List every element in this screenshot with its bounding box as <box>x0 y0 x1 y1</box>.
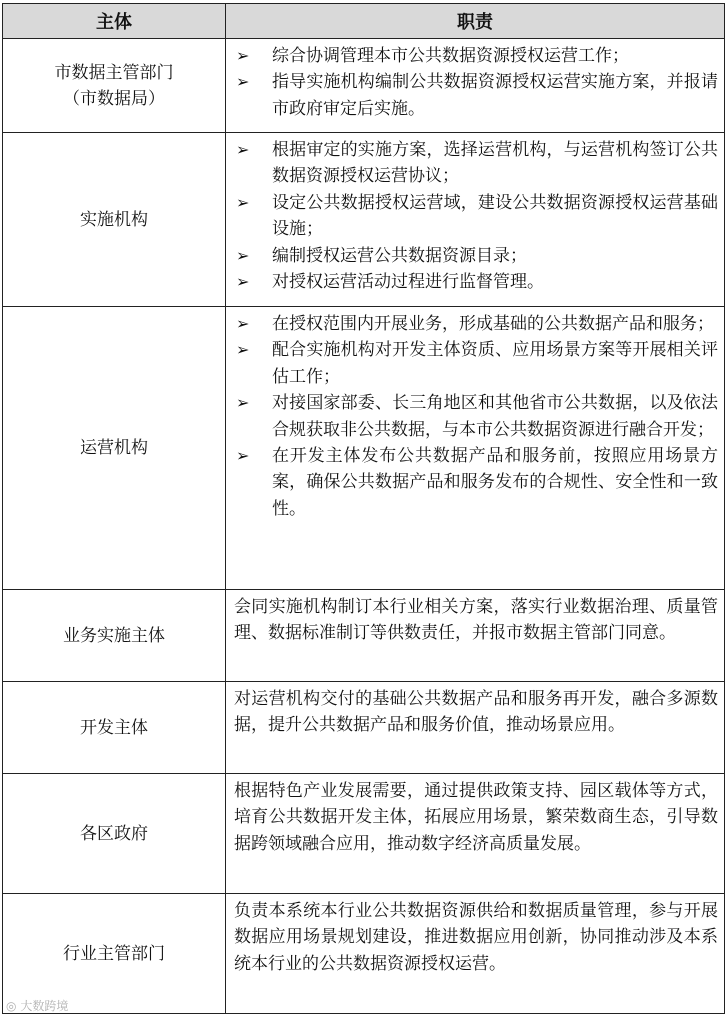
entity-name: 行业主管部门 <box>63 943 165 964</box>
watermark-text: 大数跨境 <box>20 999 69 1013</box>
entity-cell <box>3 894 226 1014</box>
header-duty: 职责 <box>226 4 725 39</box>
entity-cell <box>3 590 226 682</box>
arrow-bullet-icon: ➢ <box>236 393 250 413</box>
duty-cell <box>226 682 725 774</box>
duty-cell <box>226 133 725 307</box>
arrow-bullet-icon: ➢ <box>236 192 250 212</box>
table-row <box>3 774 725 894</box>
duty-cell <box>226 894 725 1014</box>
duty-text: 根据特色产业发展需要，通过提供政策支持、园区载体等方式，培育公共数据开发主体，拓展应用场景，繁荣数商生态，引导数据跨领域融合应用，推动数字经济高质量发展。 <box>234 781 718 854</box>
arrow-bullet-icon: ➢ <box>236 46 250 65</box>
arrow-bullet-icon: ➢ <box>236 314 250 333</box>
table-row <box>3 307 725 590</box>
entity-name: 运营机构 <box>80 438 148 458</box>
entity-name: 实施机构 <box>80 209 148 230</box>
duty-text: 负责本系统本行业公共数据资源供给和数据质量管理，参与开展数据应用场景规划建设，推进数据应用创新，协同推动涉及本系统本行业的公共数据资源授权运营。 <box>234 901 718 974</box>
entity-name: 市数据主管部门 <box>54 62 174 83</box>
duty-item: ➢ 根据审定的实施方案，选择运营机构，与运营机构签订公共数据资源授权运营协议； <box>234 137 718 190</box>
duty-item: ➢ 在开发主体发布公共数据产品和服务前，按照应用场景方案，确保公共数据产品和服务发布的合规性、安全性和一致性。 <box>234 443 718 522</box>
entity-name: 开发主体 <box>80 717 148 738</box>
entity-name: 业务实施主体 <box>63 625 165 646</box>
arrow-bullet-icon: ➢ <box>236 72 250 92</box>
duty-cell <box>226 307 725 590</box>
arrow-bullet-icon: ➢ <box>236 245 250 265</box>
entity-cell <box>3 774 226 894</box>
duty-item: ➢ 对授权运营活动过程进行监督管理。 <box>234 269 718 295</box>
duty-item: ➢ 指导实施机构编制公共数据资源授权运营实施方案，并报请市政府审定后实施。 <box>234 69 718 122</box>
arrow-bullet-icon: ➢ <box>236 340 250 360</box>
duty-item: ➢ 设定公共数据授权运营域，建设公共数据资源授权运营基础设施； <box>234 190 718 243</box>
entity-cell <box>3 133 226 307</box>
table-header-row <box>3 4 725 39</box>
table-row <box>3 682 725 774</box>
duty-item: ➢ 编制授权运营公共数据资源目录； <box>234 243 718 269</box>
duty-cell <box>226 39 725 133</box>
duty-item: ➢ 综合协调管理本市公共数据资源授权运营工作； <box>234 43 718 69</box>
duty-item: ➢ 对接国家部委、长三角地区和其他省市公共数据，以及依法合规获取非公共数据，与本市公共数据资源进行融合开发； <box>234 390 718 443</box>
arrow-bullet-icon: ➢ <box>236 446 250 466</box>
arrow-bullet-icon: ➢ <box>236 140 250 159</box>
header-entity: 主体 <box>3 4 226 39</box>
table-row <box>3 39 725 133</box>
duty-text: 会同实施机构制订本行业相关方案，落实行业数据治理、质量管理、数据标准制订等供数责任，并报市数据主管部门同意。 <box>234 597 718 644</box>
entity-cell <box>3 307 226 590</box>
entity-name: 各区政府 <box>80 823 148 844</box>
responsibility-table <box>2 3 725 1014</box>
table-row <box>3 133 725 307</box>
duty-cell <box>226 590 725 682</box>
duty-item: ➢ 在授权范围内开展业务，形成基础的公共数据产品和服务； <box>234 311 718 337</box>
duty-item: ➢ 配合实施机构对开发主体资质、应用场景方案等开展相关评估工作； <box>234 337 718 390</box>
entity-cell <box>3 682 226 774</box>
table-row <box>3 894 725 1014</box>
entity-name-sub: （市数据局） <box>63 88 165 109</box>
entity-cell <box>3 39 226 133</box>
watermark <box>6 997 68 1014</box>
duty-cell <box>226 774 725 894</box>
watermark-logo-icon: ◎ <box>6 999 17 1013</box>
arrow-bullet-icon: ➢ <box>236 272 250 292</box>
duty-text: 对运营机构交付的基础公共数据产品和服务再开发，融合多源数据，提升公共数据产品和服务价值，推动场景应用。 <box>234 689 718 736</box>
table-row <box>3 590 725 682</box>
